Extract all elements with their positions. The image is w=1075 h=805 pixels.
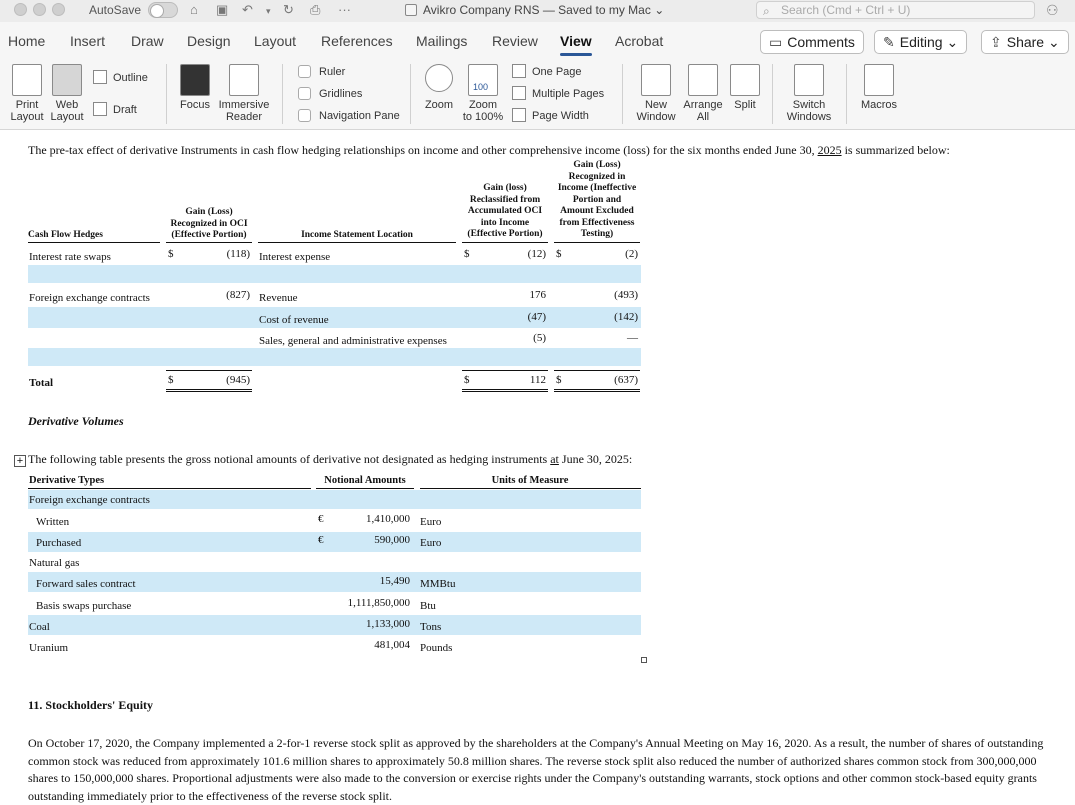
table-row-label: Uranium <box>29 642 69 654</box>
print-layout-label-1: Print <box>15 99 39 111</box>
multiple-pages-label: Multiple Pages <box>532 88 605 100</box>
arrange-all-label-1: Arrange <box>683 99 723 111</box>
comments-label: Comments <box>787 34 855 50</box>
split-button[interactable] <box>728 64 762 111</box>
ribbon-divider <box>622 64 623 124</box>
header-notional-amounts: Notional Amounts <box>324 475 406 486</box>
table-row-label: Foreign exchange contracts <box>29 292 150 304</box>
header-reclassified-line: Reclassified from <box>469 194 541 205</box>
location-value: Sales, general and administrative expenses <box>259 335 447 347</box>
editing-button[interactable] <box>874 30 967 54</box>
magnifier-icon <box>425 64 453 92</box>
page-width-button[interactable] <box>512 108 589 122</box>
currency-symbol: $ <box>556 248 562 260</box>
immersive-reader-label-2: Reader <box>225 111 263 123</box>
tab-insert[interactable]: Insert <box>70 33 106 49</box>
notional-amount: 1,111,850,000 <box>347 597 410 609</box>
focus-label: Focus <box>180 99 210 111</box>
tab-references[interactable]: References <box>321 33 393 49</box>
header-rule <box>258 242 456 243</box>
header-rule <box>554 242 640 243</box>
new-window-label-1: New <box>644 99 667 111</box>
web-layout-label-1: Web <box>55 99 79 111</box>
search-icon: ⌕ <box>763 4 770 18</box>
table-row-label: Forward sales contract <box>36 578 136 590</box>
table-move-handle-icon[interactable]: + <box>14 455 26 467</box>
immersive-reader-button[interactable] <box>216 64 272 123</box>
header-reclassified <box>462 183 548 241</box>
header-reclassified-line: (Effective Portion) <box>467 229 543 239</box>
navigation-pane-checkbox[interactable] <box>298 109 400 122</box>
checkbox-icon <box>298 65 311 78</box>
ruler-checkbox[interactable] <box>298 65 345 78</box>
zoom-to-100-button[interactable] <box>460 64 506 123</box>
gridlines-checkbox[interactable] <box>298 87 362 100</box>
header-gain-oci-line: (Effective Portion) <box>171 230 247 240</box>
section-heading: 11. Stockholders' Equity <box>28 698 154 712</box>
table-band <box>28 307 641 328</box>
intro-text-end: is summarized below: <box>841 143 950 157</box>
immersive-reader-icon <box>229 64 259 96</box>
notional-amount: 1,410,000 <box>366 513 410 525</box>
table-row-label: Basis swaps purchase <box>36 600 132 612</box>
split-label: Split <box>734 99 756 111</box>
notional-amount: 590,000 <box>374 534 410 546</box>
account-icon[interactable]: ⚇ <box>1046 2 1059 18</box>
title-bar <box>0 0 1075 22</box>
tab-draw[interactable]: Draw <box>131 33 164 49</box>
header-reclassified-line: Gain (loss) <box>483 183 527 193</box>
undo-icon[interactable]: ↶ <box>242 2 253 17</box>
new-window-button[interactable] <box>634 64 678 123</box>
tab-layout[interactable]: Layout <box>254 33 297 49</box>
zoom-button[interactable] <box>420 64 458 111</box>
table-band <box>28 265 641 283</box>
more-icon[interactable]: ··· <box>338 2 351 17</box>
home-icon[interactable]: ⌂ <box>190 2 198 17</box>
table-row-label: Interest rate swaps <box>29 251 111 263</box>
stockholders-equity-paragraph: On October 17, 2020, the Company implemented a 2-for-1 reverse stock split as approved by the shareholders at the Company's Annual Meeting on May 16, 2020. As a result, the number of shares of outstanding common stock was reduced from approximately 101.6 million shares to approximately 50.8 million shares. The reverse stock split also reduced the number of authorized shares common stock from 300,000,000 shares to 150,000,000 shares. Proportional adjustments were also made to the conversion or exercise rights under the Company's outstanding warrants, stock options and other common stock-based equity grants outstanding immediately prior to the effectiveness of the reverse stock split. <box>28 736 1044 803</box>
unit-of-measure: Pounds <box>420 642 453 654</box>
search-placeholder: Search (Cmd + Ctrl + U) <box>781 3 911 17</box>
ineffective-total: (637) <box>614 374 638 386</box>
autosave-label: AutoSave <box>89 3 142 17</box>
header-rule <box>316 488 414 489</box>
header-ineffective-line: Recognized in <box>568 171 626 182</box>
zoom-100-label-1: Zoom <box>468 99 498 111</box>
print-icon[interactable]: ⎙ <box>310 2 321 17</box>
ribbon-divider <box>772 64 773 124</box>
save-icon[interactable]: ▣ <box>216 2 229 17</box>
ineffective-value: — <box>627 332 638 344</box>
one-page-button[interactable] <box>512 64 582 78</box>
header-rule <box>28 488 311 489</box>
header-rule <box>462 242 548 243</box>
web-layout-button[interactable] <box>48 64 86 123</box>
comment-icon: ▭ <box>769 34 783 50</box>
focus-icon <box>180 64 210 96</box>
header-gain-oci <box>166 207 252 242</box>
reclassified-value: (47) <box>527 311 546 323</box>
derivative-volumes-heading: Derivative Volumes <box>28 414 124 428</box>
switch-windows-label-2: Windows <box>786 111 832 123</box>
unit-of-measure: Euro <box>420 516 442 528</box>
new-window-icon <box>641 64 671 96</box>
table-resize-handle[interactable] <box>641 657 647 663</box>
ineffective-value: (142) <box>614 311 638 323</box>
currency-symbol: $ <box>464 374 470 386</box>
draft-label: Draft <box>113 104 137 116</box>
tab-design[interactable]: Design <box>187 33 231 49</box>
total-rule <box>166 370 252 371</box>
table2-intro-text-end: June 30, 2025: <box>558 452 633 466</box>
share-label: Share <box>1006 34 1045 50</box>
print-layout-icon <box>12 64 42 96</box>
currency-symbol: $ <box>464 248 470 260</box>
switch-windows-button[interactable] <box>784 64 834 123</box>
zoom-100-badge: 100 <box>473 82 489 92</box>
location-value: Interest expense <box>259 251 331 263</box>
header-units-of-measure: Units of Measure <box>491 475 569 486</box>
share-button[interactable] <box>981 30 1069 54</box>
header-derivative-types: Derivative Types <box>29 475 105 486</box>
undo-dropdown-icon[interactable]: ▾ <box>266 6 271 16</box>
checkbox-icon <box>298 87 311 100</box>
total-rule <box>554 370 640 371</box>
reclassified-value: (12) <box>527 248 546 260</box>
zoom-100-icon <box>468 64 498 96</box>
reclassified-value: 176 <box>529 289 546 301</box>
chevron-down-icon: ⌄ <box>1047 34 1060 50</box>
header-reclassified-line: into Income <box>480 217 530 228</box>
minimize-window-button[interactable] <box>33 3 46 16</box>
macros-icon <box>864 64 894 96</box>
unit-of-measure: Btu <box>420 600 436 612</box>
gridlines-label: Gridlines <box>319 88 363 100</box>
header-ineffective-line: from Effectiveness <box>559 217 635 228</box>
tab-acrobat[interactable]: Acrobat <box>615 33 664 49</box>
navigation-pane-label: Navigation Pane <box>319 110 400 122</box>
tab-mailings[interactable]: Mailings <box>416 33 468 49</box>
header-ineffective-line: Income (Ineffective <box>557 183 637 193</box>
header-ineffective <box>554 160 640 241</box>
ribbon-divider <box>846 64 847 124</box>
unit-of-measure: MMBtu <box>420 578 456 590</box>
chevron-down-icon: ⌄ <box>946 34 959 50</box>
zoom-100-label-2: to 100% <box>462 111 504 123</box>
currency-symbol: $ <box>168 374 174 386</box>
arrange-all-icon <box>688 64 718 96</box>
currency-symbol: $ <box>168 248 174 260</box>
total-double-rule <box>554 389 640 392</box>
table-row-label: Coal <box>29 621 50 633</box>
reclassified-total: 112 <box>529 374 546 386</box>
ribbon-divider <box>282 64 283 124</box>
header-income-statement-location: Income Statement Location <box>301 230 413 240</box>
ribbon-tabs <box>0 22 1075 58</box>
total-rule <box>462 370 548 371</box>
total-double-rule <box>166 389 252 392</box>
table2-intro-text: The following table presents the gross notional amounts of derivative not designated as hedging instruments <box>28 452 551 466</box>
header-rule <box>166 242 252 243</box>
arrange-all-label-2: All <box>696 111 710 123</box>
draft-icon <box>93 102 107 116</box>
tab-review[interactable]: Review <box>492 33 538 49</box>
editing-label: Editing <box>899 34 943 50</box>
location-value: Cost of revenue <box>259 314 329 326</box>
reclassified-value: (5) <box>533 332 546 344</box>
header-reclassified-line: Accumulated OCI <box>467 206 543 216</box>
unit-of-measure: Euro <box>420 537 442 549</box>
zoom-label: Zoom <box>424 99 454 111</box>
intro-text: The pre-tax effect of derivative Instruments in cash flow hedging relationships on income and other comprehensive income (loss) for the six months ended June 30, <box>28 143 818 157</box>
ribbon-divider <box>166 64 167 124</box>
share-icon: ⇪ <box>990 34 1002 50</box>
location-value: Revenue <box>259 292 298 304</box>
focus-button[interactable] <box>176 64 214 111</box>
header-ineffective-line: Testing) <box>580 229 614 239</box>
document-title-text: Avikro Company RNS — Saved to my Mac <box>423 3 651 17</box>
outline-icon <box>93 70 107 84</box>
ribbon-divider <box>410 64 411 124</box>
total-double-rule <box>462 389 548 392</box>
outline-button[interactable] <box>93 70 148 84</box>
header-cash-flow-hedges: Cash Flow Hedges <box>28 230 103 240</box>
table-row-label: Purchased <box>36 537 82 549</box>
web-layout-label-2: Layout <box>50 111 84 123</box>
table-row-label: Foreign exchange contracts <box>29 494 150 506</box>
document-title[interactable] <box>405 3 664 17</box>
oci-value: (827) <box>226 289 250 301</box>
ruler-label: Ruler <box>319 66 346 78</box>
document-icon <box>405 4 417 16</box>
header-ineffective-line: Gain (Loss) <box>573 160 621 170</box>
ineffective-value: (2) <box>625 248 638 260</box>
page-width-label: Page Width <box>532 110 589 122</box>
intro-year: 2025 <box>817 143 842 157</box>
chevron-down-icon: ⌄ <box>654 3 665 17</box>
notional-amount: 1,133,000 <box>366 618 410 630</box>
close-window-button[interactable] <box>14 3 27 16</box>
document-canvas[interactable] <box>0 131 1075 805</box>
unit-of-measure: Tons <box>420 621 442 633</box>
draft-button[interactable] <box>93 102 137 116</box>
autosave-toggle[interactable] <box>148 2 178 18</box>
currency-symbol: $ <box>556 374 562 386</box>
tab-home[interactable]: Home <box>8 33 46 49</box>
comments-button[interactable] <box>760 30 864 54</box>
total-label: Total <box>29 377 54 389</box>
redo-icon[interactable]: ↻ <box>283 2 294 17</box>
header-gain-oci-line: Gain (Loss) <box>185 207 233 217</box>
arrange-all-button[interactable] <box>680 64 726 123</box>
table2-intro-at: at <box>550 452 559 466</box>
checkbox-icon <box>298 109 311 122</box>
print-layout-label-2: Layout <box>10 111 44 123</box>
outline-label: Outline <box>113 72 148 84</box>
macros-label: Macros <box>860 99 898 111</box>
tab-view[interactable]: View <box>560 33 592 49</box>
intro-paragraph <box>28 143 950 158</box>
header-ineffective-line: Portion and <box>572 194 622 205</box>
immersive-reader-label-1: Immersive <box>218 99 270 111</box>
pencil-icon: ✎ <box>883 34 895 50</box>
notional-amount: 481,004 <box>374 639 410 651</box>
switch-windows-label-1: Switch <box>792 99 826 111</box>
one-page-label: One Page <box>532 66 582 78</box>
view-ribbon <box>0 58 1075 130</box>
currency-symbol: € <box>318 513 324 525</box>
multiple-pages-icon <box>512 86 526 100</box>
page-width-icon <box>512 108 526 122</box>
one-page-icon <box>512 64 526 78</box>
table2-intro <box>28 452 632 467</box>
macros-button[interactable] <box>856 64 902 111</box>
ineffective-value: (493) <box>614 289 638 301</box>
switch-windows-icon <box>794 64 824 96</box>
search-input[interactable] <box>756 1 1035 19</box>
header-rule <box>28 242 160 243</box>
notional-amount: 15,490 <box>379 575 410 587</box>
print-layout-button[interactable] <box>8 64 46 123</box>
web-layout-icon <box>52 64 82 96</box>
table-row-label: Written <box>36 516 70 528</box>
header-rule <box>420 488 641 489</box>
header-ineffective-line: Amount Excluded <box>560 206 634 216</box>
new-window-label-2: Window <box>636 111 676 123</box>
table-row-label: Natural gas <box>29 557 80 569</box>
oci-value: (118) <box>226 248 250 260</box>
currency-symbol: € <box>318 534 324 546</box>
split-icon <box>730 64 760 96</box>
header-gain-oci-line: Recognized in OCI <box>170 218 248 229</box>
oci-total: (945) <box>226 374 250 386</box>
zoom-window-button[interactable] <box>52 3 65 16</box>
table-band <box>28 348 641 366</box>
multiple-pages-button[interactable] <box>512 86 604 100</box>
